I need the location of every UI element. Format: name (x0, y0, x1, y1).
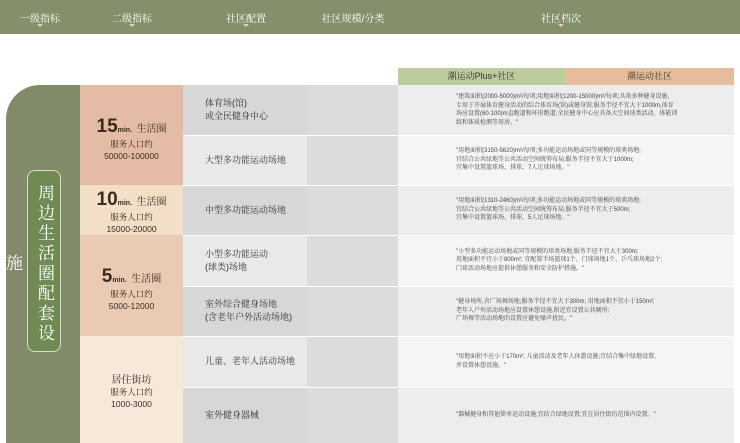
facility-name: 中型多功能运动场地 (205, 204, 287, 215)
primary-indicator-box (3, 170, 61, 352)
circle-population: 5000-12000 (108, 301, 155, 311)
description-line: "用地面积(3150-5620)m²/每项;多功能运动场地或同等规模的球类场地; (456, 148, 641, 155)
circle-population-label: 服务人口约 (110, 139, 153, 149)
description-line: "小型多功能运动场地或同等规模的球类场地;服务半径不宜大于300m; (456, 248, 639, 255)
facility-cell (183, 235, 329, 286)
description-line: "健身场所,含广场舞场地;服务半径不宜大于300m; 用地面积不宜小于150m²; (456, 299, 655, 306)
circle-population-label: 服务人口约 (110, 387, 153, 397)
facility-name: 体育场(馆) (205, 98, 247, 108)
facility-name: 大型多功能运动场地 (205, 154, 287, 165)
circle-population: 1000-3000 (111, 399, 152, 409)
facility-cell (183, 135, 329, 185)
circle-minute-unit: min. (117, 127, 133, 134)
circle-5min-label (80, 266, 183, 312)
description-line: 老年人户外活动场地应设置休憩设施,附近宜设置公共厕所; (456, 307, 610, 314)
description-line: 广场舞等活动场地的设置应避免噪声扰民。" (456, 316, 573, 323)
facility-name-line2: (含老年户外活动场地) (205, 312, 292, 322)
facility-cell (183, 85, 329, 135)
description-line: 并设置休憩设施。" (456, 362, 507, 369)
circle-population: 15000-20000 (106, 224, 157, 234)
description-line: 门球活动场地应提供休憩服务和安全防护措施。" (456, 265, 585, 272)
facility-cell (183, 286, 329, 336)
chevron-down-icon (558, 24, 564, 27)
description-cell (398, 387, 740, 443)
description-line: 宜结合公共绿地等公共活动空间统筹布局;服务半径不宜大于1000m; (456, 156, 634, 163)
chevron-down-icon (129, 24, 135, 27)
description-line: "用地面积不应小于170m²; 儿童活动及老年人休憩设施;宜结合集中绿地设置, (456, 354, 656, 360)
circle-minute-unit: min. (117, 200, 133, 207)
circle-minutes: 15 (96, 116, 118, 137)
header-community-scale: 社区规模/分类 (321, 14, 385, 25)
facility-name-line2: (球类)场地 (205, 261, 247, 272)
description-line: 专用于开展体育健身活动的综合体育场(馆)或健身馆;服务半径不宜大于1000m,体育 (456, 102, 674, 109)
description-cell (398, 336, 740, 387)
circle-population: 50000-100000 (104, 151, 159, 161)
chevron-down-icon (243, 24, 249, 27)
circle-population-label: 服务人口约 (110, 289, 153, 299)
facility-cell (183, 387, 329, 443)
circle-name: 生活圈 (131, 274, 162, 285)
description-line: "器械健身和其他简单运动设施;宜结合绿地设置;宜在居住街坊范围内设置。" (456, 411, 656, 418)
circle-minutes: 10 (96, 189, 118, 210)
description-cell (398, 235, 740, 286)
facility-cell (183, 336, 329, 387)
circle-minutes: 5 (101, 266, 113, 287)
header-community-grade: 社区档次 (541, 14, 581, 25)
description-line: "建筑面积(2000-5000)m²/每项;用地面积(1200-15000)m²/每项;具备多种健身设施, (456, 94, 670, 100)
primary-indicator-title: 周边生活圈配套设施 (3, 184, 54, 344)
tab-plus-community: 潮运动Plus+社区 (398, 68, 565, 85)
tab-standard-community: 潮运动社区 (565, 68, 734, 85)
circle-street-label (80, 371, 183, 410)
facility-cell (183, 185, 329, 235)
header-community-config: 社区配置 (226, 14, 266, 25)
header-primary-indicator: 一级指标 (20, 14, 60, 25)
facility-name: 室外综合健身场地 (205, 299, 278, 309)
facility-name: 小型多功能运动 (205, 248, 269, 259)
description-cell (398, 286, 740, 336)
description-line: 宜集中设置篮球场、排球、7人足球场地。" (456, 165, 570, 172)
description-cell (398, 85, 740, 135)
description-line: 场应设置(60-100)m直跑道和环形跑道;全民健身中心应具备大空间球类活动、体能训 (456, 111, 678, 117)
facility-name: 儿童、老年人活动场地 (205, 356, 296, 366)
facility-name-line2: 或全民健身中心 (205, 111, 269, 121)
description-line: 用地面积不宜小于800m²; 宜配置半场篮球1个、门球场地1个、乒乓球场地2个; (456, 257, 663, 264)
circle-name: 居住街坊 (111, 375, 152, 386)
circle-15min-label (80, 116, 183, 162)
circle-10min-label (80, 189, 183, 235)
description-line: 宜结合公共绿地等公共活动空间统筹布局;服务半径不宜大于500m; (456, 206, 631, 213)
description-cell (398, 135, 740, 185)
circle-name: 生活圈 (136, 197, 167, 208)
circle-minute-unit: min. (112, 277, 127, 284)
description-line: 练和体质检测等用房。" (456, 119, 519, 126)
circle-name: 生活圈 (136, 124, 167, 135)
description-line: "用地面积(1310-2460)m²/每项;多功能运动场地或同等规模的球类场地; (456, 198, 641, 205)
circle-population-label: 服务人口约 (110, 212, 153, 222)
description-cell (398, 185, 740, 235)
header-secondary-indicator: 二级指标 (112, 14, 152, 25)
chevron-down-icon (37, 24, 43, 27)
header-bar (0, 0, 740, 34)
description-line: 宜集中设置篮球场、排球、5人足球场地。" (456, 215, 570, 222)
facility-name: 室外健身器械 (205, 409, 260, 420)
